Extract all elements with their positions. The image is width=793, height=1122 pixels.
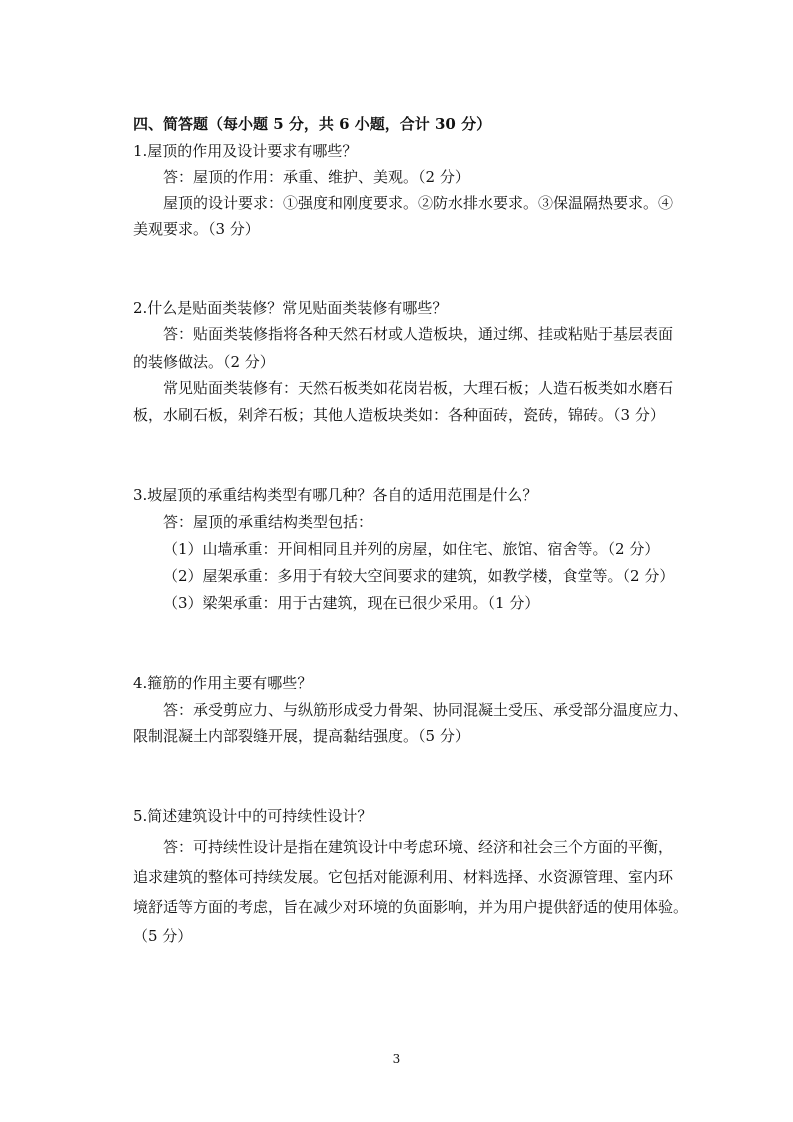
question-2: 2.什么是贴面类装修？常见贴面类装修有哪些？: [133, 299, 448, 317]
page-number: 3: [392, 1052, 401, 1066]
answer-1-line-2: 屋顶的设计要求：①强度和刚度要求。②防水排水要求。③保温隔热要求。④: [163, 194, 674, 212]
answer-1-line-1: 答：屋顶的作用：承重、维护、美观。（2 分）: [163, 168, 470, 186]
question-5: 5.简述建筑设计中的可持续性设计？: [133, 807, 373, 825]
answer-3-line-3: （2）屋架承重：多用于有较大空间要求的建筑，如教学楼，食堂等。（2 分）: [163, 567, 675, 585]
answer-2-line-1: 答：贴面类装修指将各种天然石材或人造板块，通过绑、挂或粘贴于基层表面: [163, 325, 674, 343]
answer-5-line-1: 答：可持续性设计是指在建筑设计中考虑环境、经济和社会三个方面的平衡，: [163, 838, 674, 856]
answer-1-line-3: 美观要求。（3 分）: [133, 220, 260, 238]
section-title: 四、简答题（每小题 5 分，共 6 小题，合计 30 分）: [133, 115, 492, 133]
question-4: 4.箍筋的作用主要有哪些？: [133, 674, 313, 692]
answer-3-line-2: （1）山墙承重：开间相同且并列的房屋，如住宅、旅馆、宿舍等。（2 分）: [163, 540, 660, 558]
answer-4-line-1: 答：承受剪应力、与纵筋形成受力骨架、协同混凝土受压、承受部分温度应力、: [163, 701, 689, 719]
answer-2-line-3: 常见贴面类装修有：天然石板类如花岗岩板，大理石板；人造石板类如水磨石: [163, 379, 674, 397]
answer-5-line-2: 追求建筑的整体可持续发展。它包括对能源利用、材料选择、水资源管理、室内环: [133, 868, 674, 886]
answer-4-line-2: 限制混凝土内部裂缝开展，提高黏结强度。（5 分）: [133, 727, 470, 745]
answer-2-line-4: 板，水刷石板，剁斧石板；其他人造板块类如：各种面砖，瓷砖，锦砖。（3 分）: [133, 406, 665, 424]
answer-2-line-2: 的装修做法。（2 分）: [133, 353, 275, 371]
question-3: 3.坡屋顶的承重结构类型有哪几种？各自的适用范围是什么？: [133, 486, 538, 504]
answer-3-line-1: 答：屋顶的承重结构类型包括：: [163, 513, 374, 531]
answer-5-line-3: 境舒适等方面的考虑，旨在减少对环境的负面影响，并为用户提供舒适的使用体验。: [133, 898, 689, 916]
answer-5-line-4: （5 分）: [133, 927, 193, 945]
question-1: 1.屋顶的作用及设计要求有哪些？: [133, 142, 358, 160]
answer-3-line-4: （3）梁架承重：用于古建筑，现在已很少采用。（1 分）: [163, 594, 540, 612]
